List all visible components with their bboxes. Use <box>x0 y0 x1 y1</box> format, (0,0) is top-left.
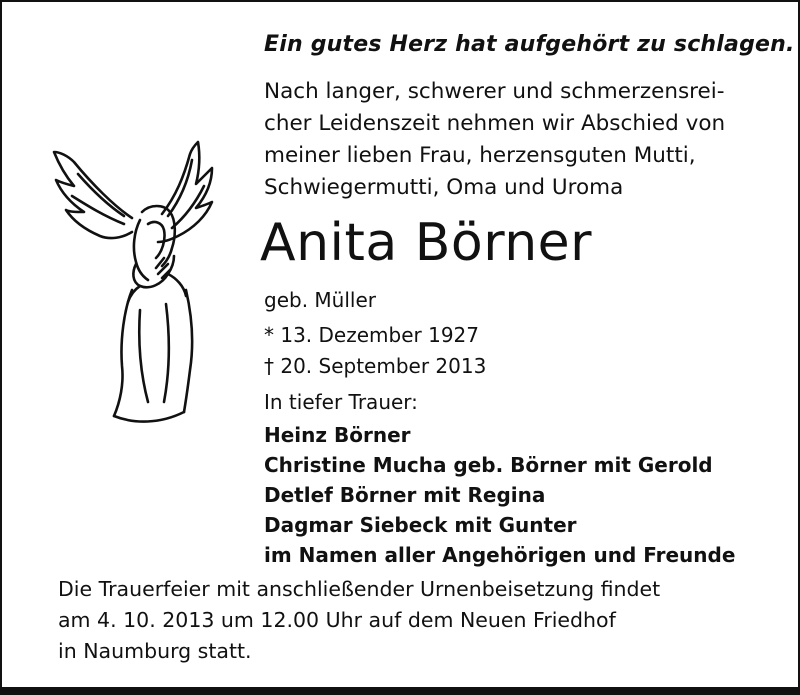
ceremony-line: am 4. 10. 2013 um 12.00 Uhr auf dem Neuen Friedhof <box>58 608 616 632</box>
intro-line: Schwiegermutti, Oma und Uroma <box>264 175 624 200</box>
mourning-label: In tiefer Trauer: <box>264 390 418 414</box>
intro-text <box>264 76 725 204</box>
ceremony-info <box>58 574 660 667</box>
mourner: Heinz Börner <box>264 423 411 447</box>
mourner: Dagmar Siebeck mit Gunter <box>264 513 577 537</box>
mourner: Christine Mucha geb. Börner mit Gerold <box>264 453 713 477</box>
mourners-list <box>264 420 735 570</box>
headline: Ein gutes Herz hat aufgehört zu schlagen. <box>264 32 795 57</box>
mourner: im Namen aller Angehörigen und Freunde <box>264 543 736 567</box>
mourner: Detlef Börner mit Regina <box>264 483 546 507</box>
intro-line: meiner lieben Frau, herzensguten Mutti, <box>264 143 696 168</box>
deceased-details <box>264 285 486 382</box>
ceremony-line: in Naumburg statt. <box>58 639 252 663</box>
intro-line: Nach langer, schwerer und schmerzensrei- <box>264 79 725 104</box>
birth-date: * 13. Dezember 1927 <box>264 323 479 347</box>
deceased-name: Anita Börner <box>260 213 593 273</box>
ceremony-line: Die Trauerfeier mit anschließender Urnenbeisetzung findet <box>58 577 661 601</box>
death-date: † 20. September 2013 <box>264 354 487 378</box>
birth-name: geb. Müller <box>264 288 376 312</box>
praying-angel-icon <box>44 140 234 430</box>
intro-line: cher Leidenszeit nehmen wir Abschied von <box>264 111 726 136</box>
